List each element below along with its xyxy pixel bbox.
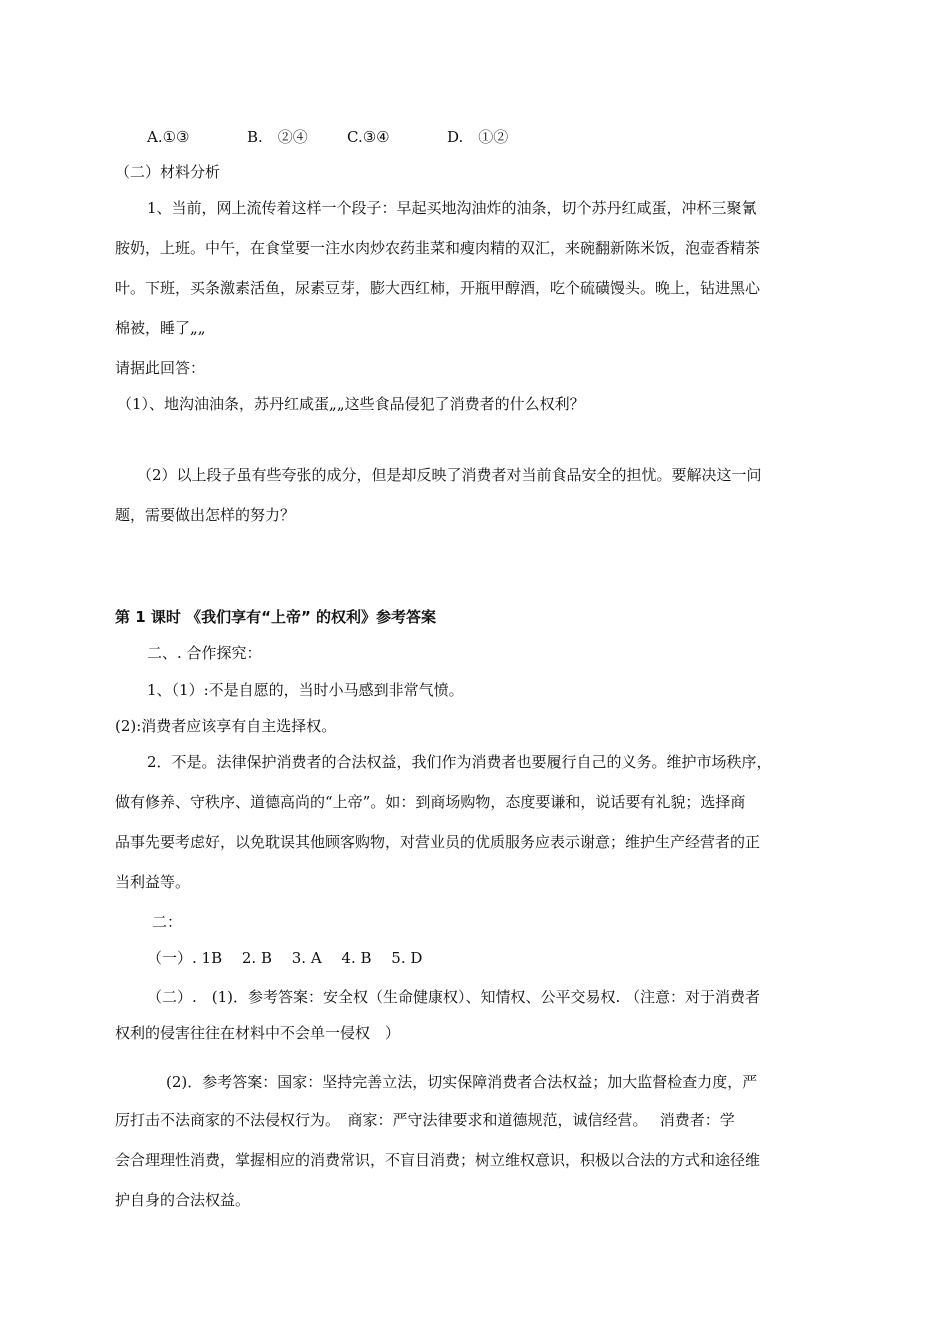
answer-2-line: 2．不是。法律保护消费者的合法权益，我们作为消费者也要履行自己的义务。维护市场秩序， [147, 753, 772, 771]
answer-2-line: 当利益等。 [115, 873, 191, 891]
answer-section-two: 二： [152, 913, 183, 931]
option-b: B. ②④ [247, 128, 308, 146]
answer-prompt: 请据此回答： [115, 359, 206, 377]
passage-line: 胺奶，上班。中午，在食堂要一注水肉炒农药韭菜和瘦肉精的双汇，来碗翻新陈米饭，泡壶香精茶 [115, 239, 761, 257]
passage-line: 叶。下班，买条激素活鱼，尿素豆芽，膨大西红柿，开瓶甲醇酒，吃个硫磺馒头。晚上，钻进黑心 [115, 279, 761, 297]
option-c: C.③④ [347, 128, 390, 146]
material-answer-2-line: 会合理理性消费，掌握相应的消费常识，不盲目消费；树立维权意识，积极以合法的方式和途径维 [115, 1151, 761, 1169]
material-answer-2-line: (2)．参考答案：国家：坚持完善立法，切实保障消费者合法权益；加大监督检查力度，严 [166, 1073, 758, 1091]
option-d: D. ①② [447, 128, 509, 146]
answer-2-line: 品事先要考虑好，以免耽误其他顾客购物，对营业员的优质服务应表示谢意；维护生产经营者的正 [115, 833, 761, 851]
material-answer-1-line: 权利的侵害往往在材料中不会单一侵权 ） [115, 1024, 401, 1042]
passage-line: 棉被，睡了„„ [115, 319, 206, 337]
question-2-line: 题，需要做出怎样的努力？ [115, 506, 296, 524]
question-1: （1）、地沟油油条，苏丹红咸蛋„„这些食品侵犯了消费者的什么权利？ [117, 395, 585, 413]
answer-1-part-1: 1、（1）:不是自愿的，当时小马感到非常气愤。 [147, 681, 464, 699]
material-answer-2-line: 厉打击不法商家的不法侵权行为。 商家：严守法律要求和道德规范，诚信经营。 消费者：学 [115, 1111, 735, 1129]
material-answer-1-line: （二）. (1)．参考答案：安全权（生命健康权）、知情权、公平交易权. （注意：对于消费者 [147, 988, 761, 1006]
option-a: A.①③ [147, 128, 190, 146]
answer-section-cooperation: 二、. 合作探究： [147, 644, 262, 662]
answer-2-line: 做有修养、守秩序、道德高尚的“上帝”。如：到商场购物，态度要谦和，说话要有礼貌；选择商 [115, 793, 746, 811]
answer-1-part-2: (2):消费者应该享有自主选择权。 [115, 717, 337, 735]
passage-line: 1、当前，网上流传着这样一个段子：早起买地沟油炸的油条，切个苏丹红咸蛋，冲杯三聚氰 [147, 199, 757, 217]
answer-key-title: 第 1 课时 《我们享有“上帝” 的权利》参考答案 [115, 608, 437, 626]
material-answer-2-line: 护自身的合法权益。 [115, 1191, 251, 1209]
section-heading-material: （二）材料分析 [115, 163, 221, 181]
choice-answers: （一）. 1B 2. B 3. A 4. B 5. D [147, 949, 423, 967]
question-2-line: （2）以上段子虽有些夸张的成分，但是却反映了消费者对当前食品安全的担忧。要解决这一问 [137, 466, 762, 484]
options-row [147, 127, 508, 147]
